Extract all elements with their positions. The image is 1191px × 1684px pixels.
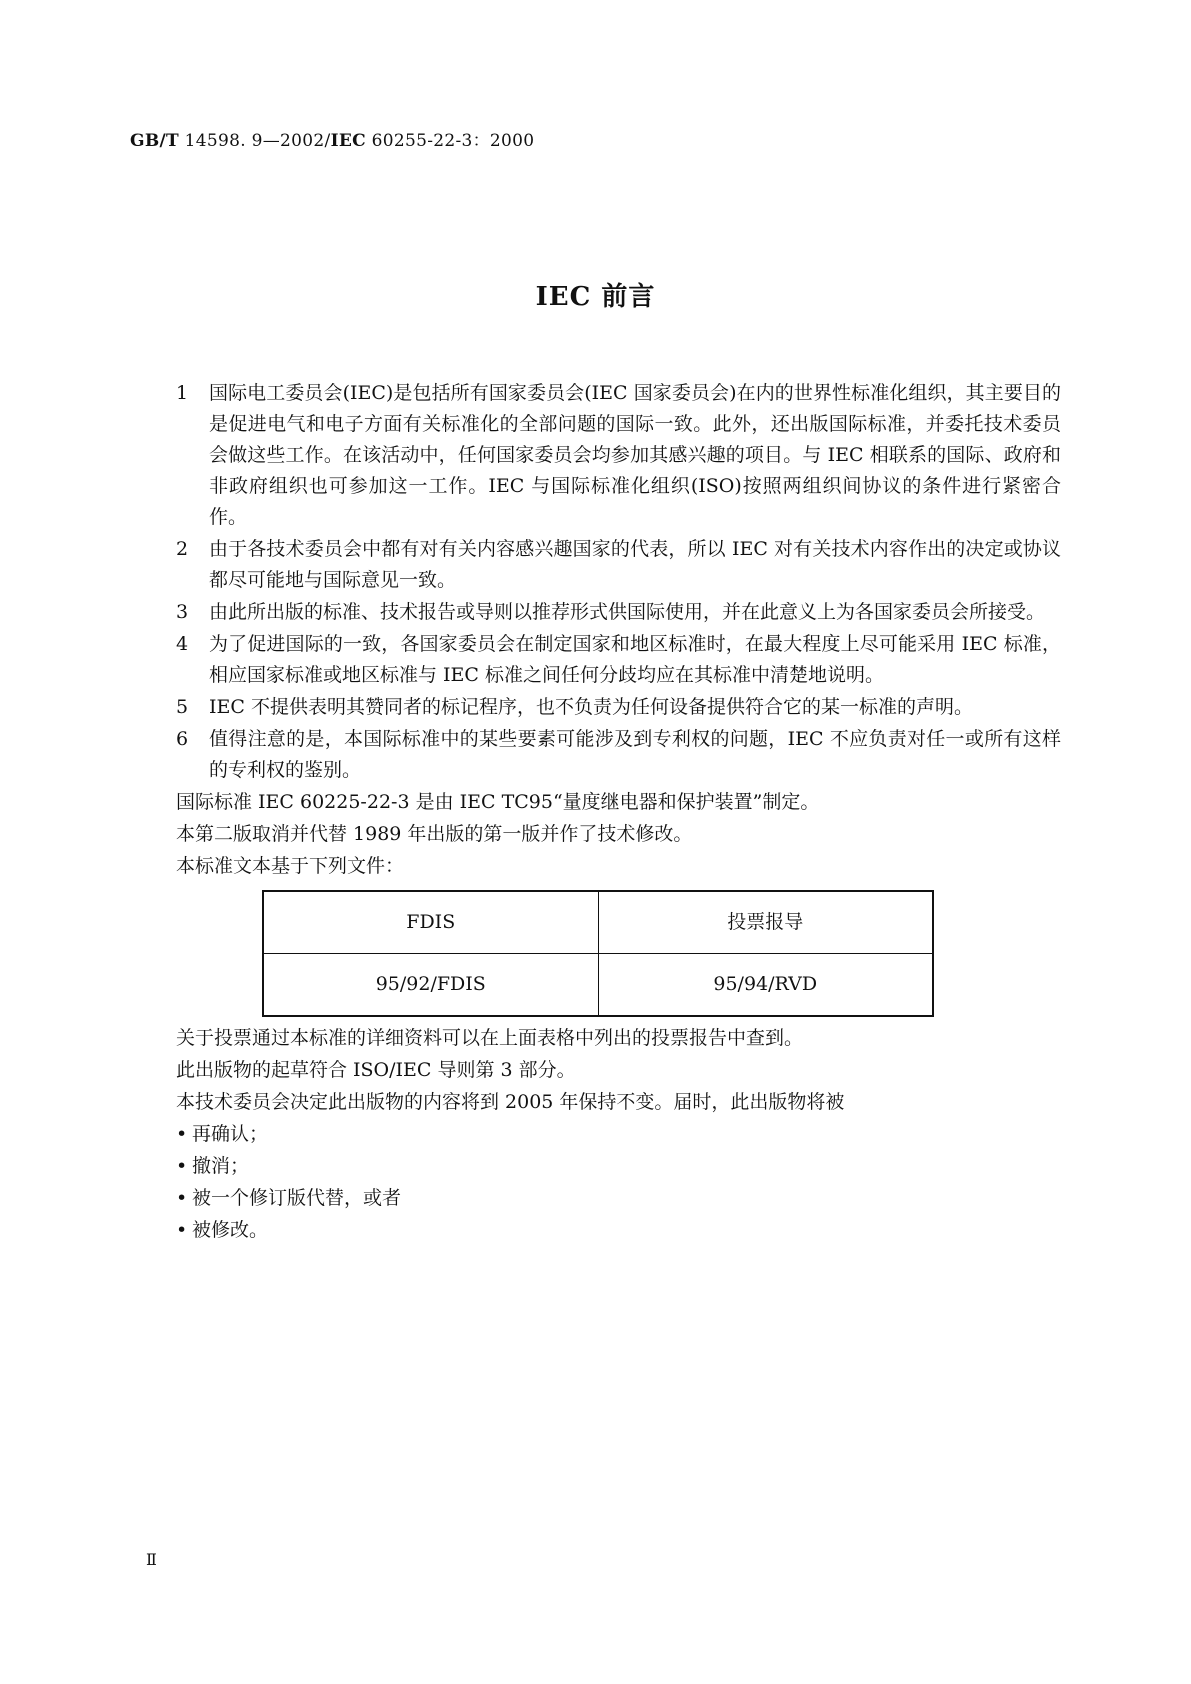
page-title: IEC 前言	[535, 282, 656, 312]
list-item-1	[176, 378, 1061, 533]
bullet-item	[176, 1215, 1061, 1246]
page-number: Ⅱ	[146, 1550, 157, 1569]
table-header-row	[263, 891, 933, 954]
table-cell-rvd: 95/94/RVD	[598, 954, 933, 1017]
table-cell-fdis: 95/92/FDIS	[263, 954, 598, 1017]
bullet-icon: •	[176, 1123, 188, 1145]
item-text: IEC 不提供表明其赞同者的标记程序，也不负责为任何设备提供符合它的某一标准的声明。	[209, 696, 973, 718]
paragraph-directives: 此出版物的起草符合 ISO/IEC 导则第 3 部分。	[176, 1059, 576, 1081]
paragraph-voting-details: 关于投票通过本标准的详细资料可以在上面表格中列出的投票报告中查到。	[176, 1027, 804, 1049]
list-item-6	[176, 724, 1061, 786]
document-header	[130, 126, 534, 151]
item-number: 5	[176, 696, 189, 718]
table-row	[263, 954, 933, 1017]
item-text: 由此所出版的标准、技术报告或导则以推荐形式供国际使用，并在此意义上为各国家委员会所接受。	[209, 601, 1046, 623]
bullet-icon: •	[176, 1187, 188, 1209]
iec-number: 60255-22-3：2000	[365, 131, 535, 151]
list-item-5	[176, 692, 1061, 723]
paragraph-edition: 本第二版取消并代替 1989 年出版的第一版并作了技术修改。	[176, 823, 693, 845]
bullet-icon: •	[176, 1155, 188, 1177]
list-item-3	[176, 597, 1061, 628]
iec-code: IEC	[330, 131, 366, 151]
bullet-item	[176, 1119, 1061, 1150]
bullet-text: 撤消；	[192, 1155, 250, 1177]
document-body	[176, 378, 1061, 1247]
item-text: 为了促进国际的一致，各国家委员会在制定国家和地区标准时，在最大程度上尽可能采用 IEC 标准，相应国家标准或地区标准与 IEC 标准之间任何分歧均应在其标准中清楚地说明。	[209, 633, 1061, 686]
paragraph-based-on: 本标准文本基于下列文件：	[176, 855, 405, 877]
bullet-text: 再确认；	[192, 1123, 269, 1145]
list-item-2	[176, 534, 1061, 596]
item-number: 6	[176, 728, 189, 750]
item-number: 1	[176, 382, 189, 404]
bullet-item	[176, 1151, 1061, 1182]
item-number: 4	[176, 633, 189, 655]
table-header-voting-report: 投票报导	[598, 891, 933, 954]
item-text: 值得注意的是，本国际标准中的某些要素可能涉及到专利权的问题，IEC 不应负责对任一或所有这样的专利权的鉴别。	[209, 728, 1061, 781]
bullet-icon: •	[176, 1219, 188, 1241]
bullet-text: 被修改。	[192, 1219, 269, 1241]
std-number: 14598. 9—2002/	[178, 131, 331, 151]
paragraph-origin: 国际标准 IEC 60225-22-3 是由 IEC TC95“量度继电器和保护装置”制定。	[176, 791, 820, 813]
bullet-text: 被一个修订版代替，或者	[192, 1187, 402, 1209]
item-text: 由于各技术委员会中都有对有关内容感兴趣国家的代表，所以 IEC 对有关技术内容作出的决定或协议都尽可能地与国际意见一致。	[209, 538, 1061, 591]
std-code: GB/T	[130, 131, 179, 151]
item-number: 3	[176, 601, 189, 623]
item-text: 国际电工委员会(IEC)是包括所有国家委员会(IEC 国家委员会)在内的世界性标准化组织，其主要目的是促进电气和电子方面有关标准化的全部问题的国际一致。此外，还出版国际标准，并委托技术委员会做这些工作。在该活动中，任何国家委员会均参加其感兴趣的项目。与 IEC 相联系的国际、政府和非政府组织也可参加这一工作。IEC 与国际标准化组织(ISO)按照两组织间协议的条件进行紧密合作。	[209, 382, 1061, 528]
bullet-item	[176, 1183, 1061, 1214]
table-header-fdis: FDIS	[263, 891, 598, 954]
list-item-4	[176, 629, 1061, 691]
paragraph-maintenance: 本技术委员会决定此出版物的内容将到 2005 年保持不变。届时，此出版物将被	[176, 1091, 845, 1113]
item-number: 2	[176, 538, 189, 560]
voting-documents-table	[262, 890, 934, 1017]
